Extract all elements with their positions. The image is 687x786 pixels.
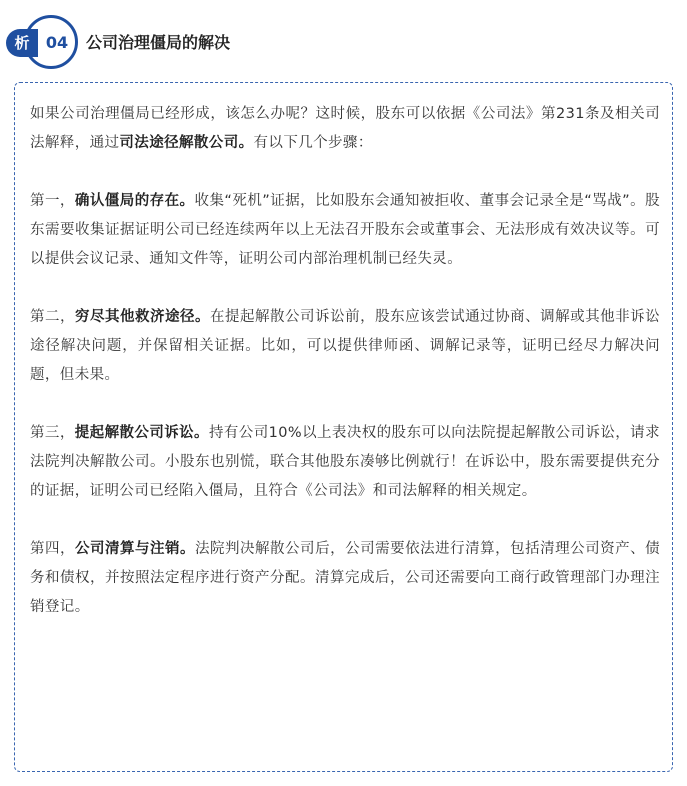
badge-char: 析	[6, 29, 38, 57]
intro-text-b: 有以下几个步骤：	[253, 135, 373, 151]
step-heading: 穷尽其他救济途径。	[75, 309, 211, 325]
step-text: 在提起解散公司诉讼前，股东应该尝试通过协商、调解或其他非诉讼途径解决问题，并保留相关证据。比如，可以提供律师函、调解记录等，证明已经尽力解决问题，但未果。	[30, 309, 661, 383]
step-heading: 公司清算与注销。	[75, 541, 196, 557]
step-heading: 确认僵局的存在。	[74, 193, 195, 209]
intro-text-a: 如果公司治理僵局已经形成，该怎么办呢？这时候，股东可以依据《公司法》第231条及相关司法解释，通过	[30, 106, 660, 151]
step-prefix: 第三，	[30, 425, 75, 441]
intro-paragraph	[30, 100, 660, 158]
article-body	[30, 100, 660, 622]
step-paragraph-2	[30, 303, 660, 390]
step-text: 收集“死机”证据，比如股东会通知被拒收、董事会记录全是“骂战”。股东需要收集证据证明公司已经连续两年以上无法召开股东会或董事会、无法形成有效决议等。可以提供会议记录、通知文件等，证明公司内部治理机制已经失灵。	[30, 193, 661, 267]
step-prefix: 第一，	[30, 193, 75, 209]
step-text: 法院判决解散公司后，公司需要依法进行清算，包括清理公司资产、债务和债权，并按照法定程序进行资产分配。清算完成后，公司还需要向工商行政管理部门办理注销登记。	[30, 541, 661, 615]
step-paragraph-4	[30, 535, 660, 622]
step-heading: 提起解散公司诉讼。	[74, 425, 209, 441]
step-text: 持有公司10%以上表决权的股东可以向法院提起解散公司诉讼，请求法院判决解散公司。小股东也别慌，联合其他股东凑够比例就行！在诉讼中，股东需要提供充分的证据，证明公司已经陷入僵局，且符合《公司法》和司法解释的相关规定。	[30, 425, 660, 499]
section-title: 公司治理僵局的解决	[86, 33, 231, 52]
badge-number: 04	[45, 33, 69, 52]
step-paragraph-3	[30, 419, 660, 506]
section-header	[6, 12, 406, 74]
step-paragraph-1	[30, 187, 660, 274]
intro-bold: 司法途径解散公司。	[119, 135, 254, 151]
step-prefix: 第四，	[30, 541, 76, 557]
step-prefix: 第二，	[30, 309, 76, 325]
